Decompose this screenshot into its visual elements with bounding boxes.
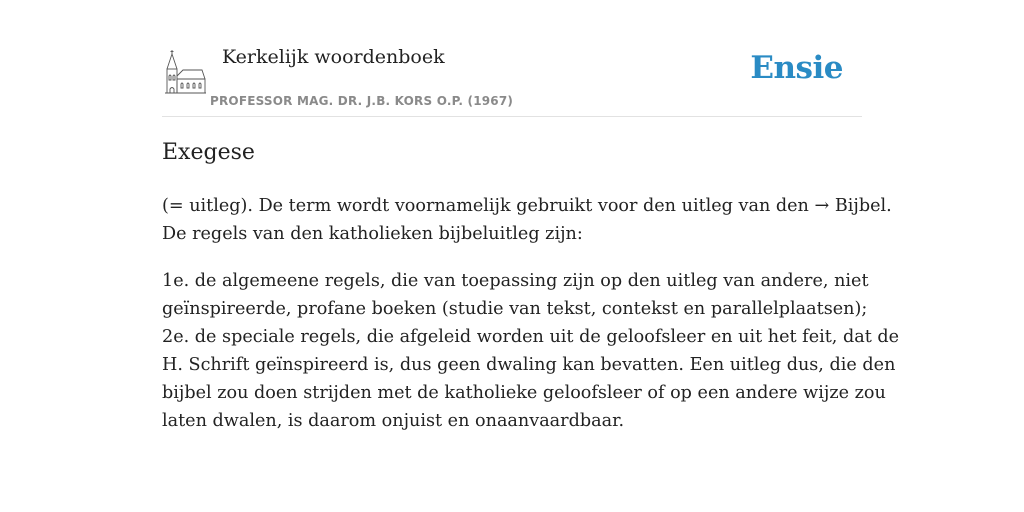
author-line: PROFESSOR MAG. DR. J.B. KORS O.P. (1967)	[210, 94, 514, 108]
paragraph-line: 1e. de algemeene regels, die van toepassing zijn op den uitleg van andere, niet	[162, 271, 869, 291]
paragraph-line: geïnspireerde, profane boeken (studie van tekst, contekst en parallelplaatsen);	[162, 299, 868, 319]
entry-title: Exegese	[162, 140, 255, 165]
site-header	[162, 40, 862, 117]
ensie-brand-link[interactable]: Ensie	[750, 50, 843, 86]
paragraph-line: bijbel zou doen strijden met de katholieke geloofsleer of op een andere wijze zou	[162, 383, 886, 403]
paragraph-line: 2e. de speciale regels, die afgeleid worden uit de geloofsleer en uit het feit, dat de	[162, 327, 900, 347]
bijbel-crossref-link[interactable]: → Bijbel.	[814, 196, 892, 216]
book-title[interactable]: Kerkelijk woordenboek	[222, 46, 445, 68]
paragraph-text: (= uitleg). De term wordt voornamelijk gebruikt voor den uitleg van den	[162, 196, 815, 216]
church-icon[interactable]	[164, 49, 206, 95]
paragraph-line: H. Schrift geïnspireerd is, dus geen dwaling kan bevatten. Een uitleg dus, die den	[162, 355, 896, 375]
paragraph-line: laten dwalen, is daarom onjuist en onaanvaardbaar.	[162, 411, 625, 431]
entry-paragraph-2	[162, 267, 900, 435]
paragraph-line	[162, 192, 892, 220]
entry-paragraph-1	[162, 192, 892, 248]
paragraph-line: De regels van den katholieken bijbeluitleg zijn:	[162, 224, 583, 244]
